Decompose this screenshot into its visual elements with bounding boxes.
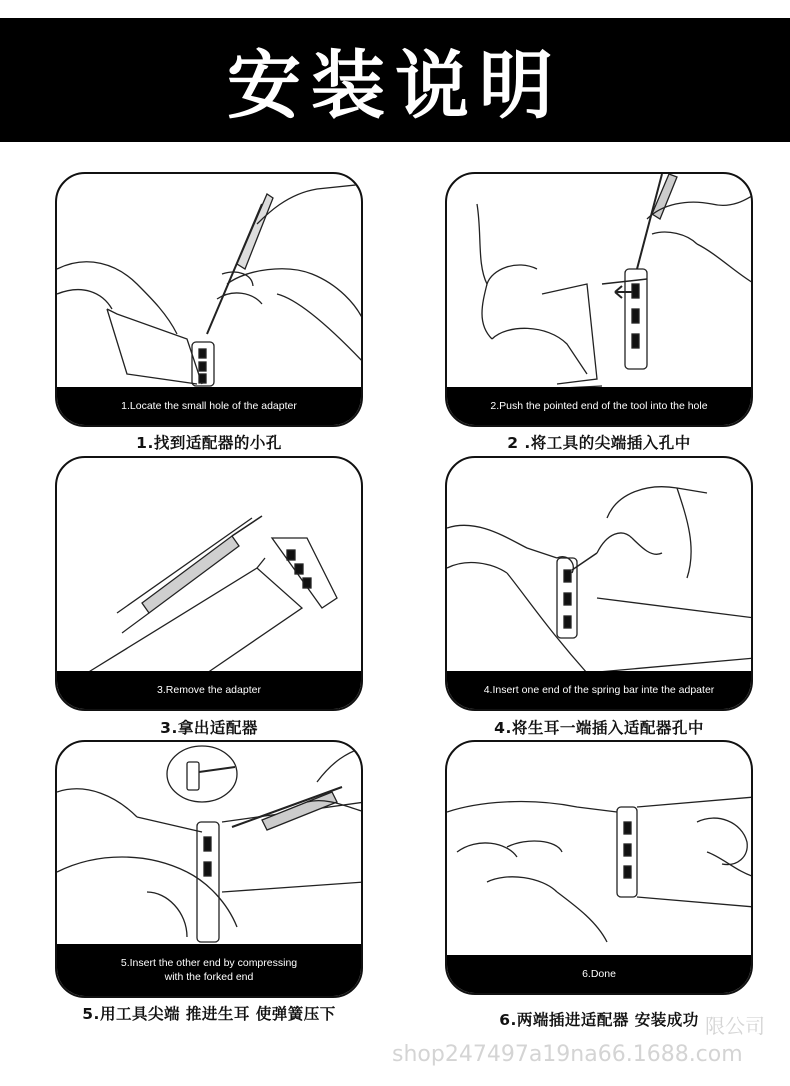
step-4-illustration <box>447 458 753 678</box>
step-2-illustration <box>447 174 753 394</box>
step-3-panel <box>55 456 363 711</box>
step-5-panel <box>55 740 363 998</box>
step-6-caption: 6.Done <box>447 955 751 993</box>
step-4-caption: 4.Insert one end of the spring bar inte the adpater <box>447 671 751 709</box>
step-1-label: 1.找到适配器的小孔 <box>136 434 282 452</box>
step-6-illustration <box>447 742 753 962</box>
step-6-panel <box>445 740 753 995</box>
step-2-label: 2 .将工具的尖端插入孔中 <box>507 434 691 452</box>
step-5-caption-line-1: 5.Insert the other end by compressing <box>120 957 298 969</box>
step-5-label: 5.用工具尖端 推进生耳 使弹簧压下 <box>82 1005 336 1023</box>
step-3-label: 3.拿出适配器 <box>160 719 258 737</box>
step-5-caption <box>57 944 361 996</box>
step-2-panel <box>445 172 753 427</box>
step-1-caption: 1.Locate the small hole of the adapter <box>57 387 361 425</box>
page-title: 安装说明 <box>227 43 563 129</box>
watermark-url: shop247497a19na66.1688.com <box>392 1042 743 1067</box>
step-2-caption: 2.Push the pointed end of the tool into the hole <box>447 387 751 425</box>
title-banner <box>0 18 790 142</box>
step-1-panel <box>55 172 363 427</box>
step-5-illustration <box>57 742 363 952</box>
step-4-panel <box>445 456 753 711</box>
step-3-caption: 3.Remove the adapter <box>57 671 361 709</box>
step-6-label: 6.两端插进适配器 安装成功 <box>499 1011 699 1029</box>
step-5-caption-line-2: with the forked end <box>164 971 254 983</box>
step-4-label: 4.将生耳一端插入适配器孔中 <box>494 719 704 737</box>
step-1-illustration <box>57 174 363 394</box>
watermark-company: 限公司 <box>705 1014 765 1038</box>
step-3-illustration <box>57 458 363 678</box>
